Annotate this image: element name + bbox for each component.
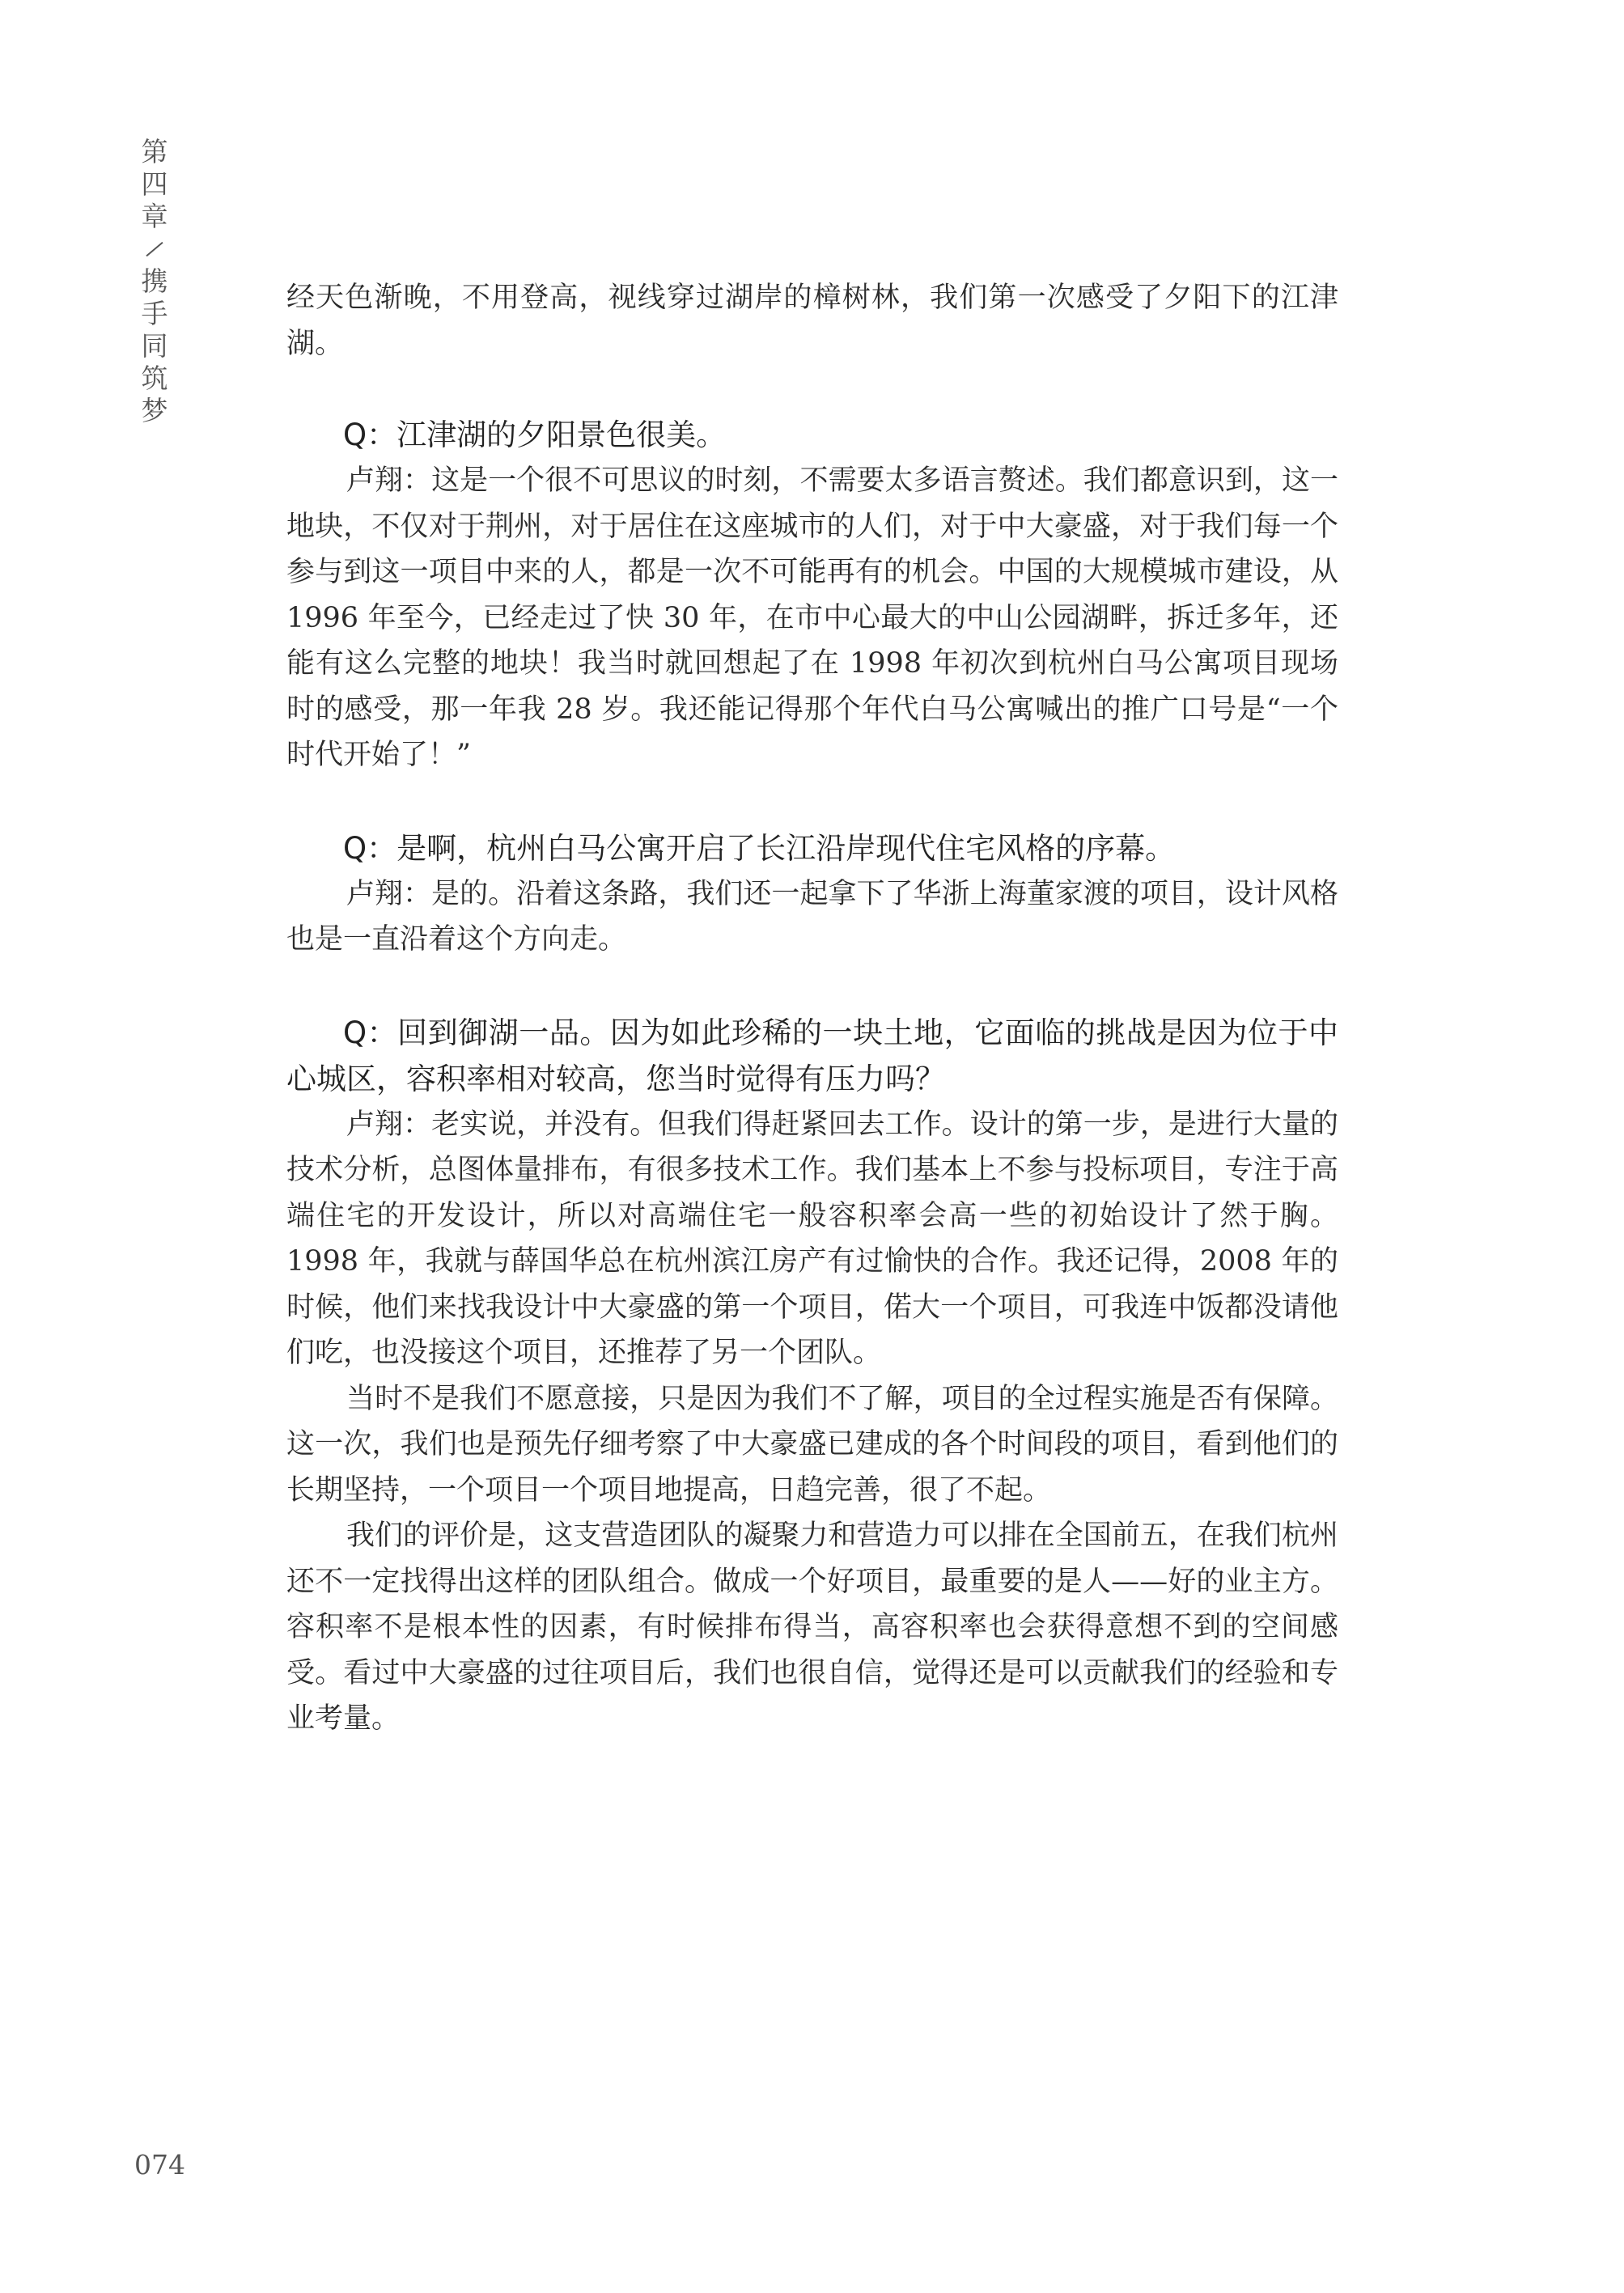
page-body	[286, 275, 1338, 1742]
answer-1: 卢翔：这是一个很不可思议的时刻，不需要太多语言赘述。我们都意识到，这一地块，不仅对于荆州，对于居住在这座城市的人们，对于中大豪盛，对于我们每一个参与到这一项目中来的人，都是一次不可能再有的机会。中国的大规模城市建设，从 1996 年至今，已经走过了快 30 年，在市中心最大的中山公园湖畔，拆迁多年，还能有这么完整的地块！我当时就回想起了在 1998 年初次到杭州白马公寓项目现场时的感受，那一年我 28 岁。我还能记得那个年代白马公寓喊出的推广口号是“一个时代开始了！”	[286, 464, 1338, 771]
paragraph-continuation: 经天色渐晚，不用登高，视线穿过湖岸的樟树林，我们第一次感受了夕阳下的江津湖。	[286, 282, 1338, 360]
question-3: Q：回到御湖一品。因为如此珍稀的一块土地，它面临的挑战是因为位于中心城区，容积率相对较高，您当时觉得有压力吗？	[286, 1015, 1338, 1096]
chapter-label: 第 四 章	[141, 136, 168, 232]
page-number: 074	[134, 2149, 185, 2181]
question-1: Q：江津湖的夕阳景色很美。	[343, 417, 727, 452]
chapter-title: 携 手 同 筑 梦	[141, 265, 168, 426]
answer-2: 卢翔：是的。沿着这条路，我们还一起拿下了华浙上海董家渡的项目，设计风格也是一直沿着这个方向走。	[286, 877, 1338, 956]
answer-3: 卢翔：老实说，并没有。但我们得赶紧回去工作。设计的第一步，是进行大量的技术分析，总图体量排布，有很多技术工作。我们基本上不参与投标项目，专注于高端住宅的开发设计，所以对高端住宅一般容积率会高一些的初始设计了然于胸。1998 年，我就与薛国华总在杭州滨江房产有过愉快的合作。我还记得，2008 年的时候，他们来找我设计中大豪盛的第一个项目，偌大一个项目，可我连中饭都没请他们吃，也没接这个项目，还推荐了另一个团队。	[286, 1108, 1338, 1369]
answer-3-conclusion: 我们的评价是，这支营造团队的凝聚力和营造力可以排在全国前五，在我们杭州还不一定找得出这样的团队组合。做成一个好项目，最重要的是人——好的业主方。容积率不是根本性的因素，有时候排布得当，高容积率也会获得意想不到的空间感受。看过中大豪盛的过往项目后，我们也很自信，觉得还是可以贡献我们的经验和专业考量。	[286, 1519, 1338, 1735]
answer-3-continued: 当时不是我们不愿意接，只是因为我们不了解，项目的全过程实施是否有保障。这一次，我们也是预先仔细考察了中大豪盛已建成的各个时间段的项目，看到他们的长期坚持，一个项目一个项目地提高，日趋完善，很了不起。	[286, 1382, 1338, 1507]
slash-divider	[136, 233, 173, 265]
question-2: Q：是啊，杭州白马公寓开启了长江沿岸现代住宅风格的序幕。	[343, 830, 1176, 866]
running-head	[136, 136, 173, 427]
